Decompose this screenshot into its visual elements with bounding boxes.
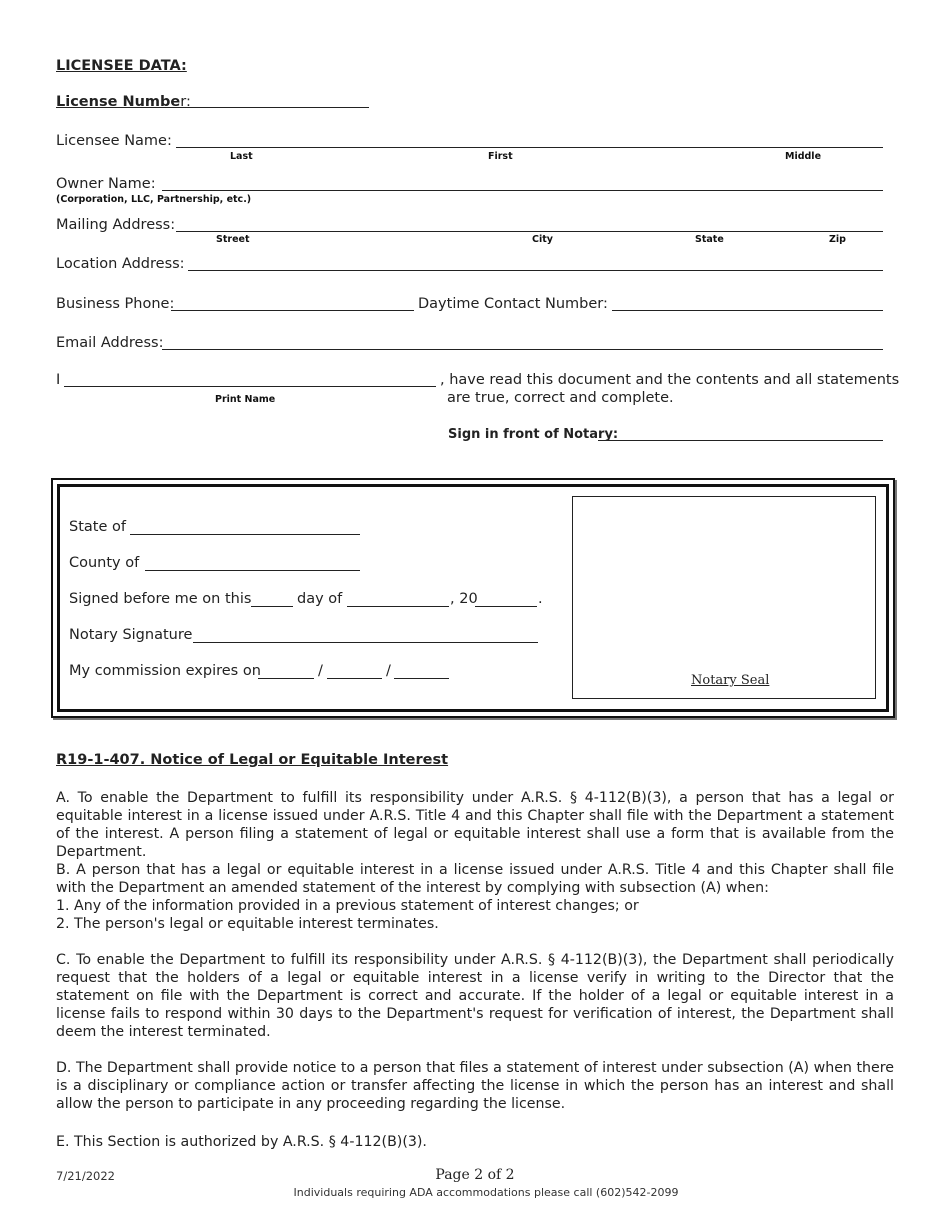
notary-seal-label: Notary Seal bbox=[691, 673, 770, 688]
license-number-label bbox=[56, 94, 191, 110]
mailing-sub-city: City bbox=[532, 234, 553, 245]
commission-slash-2: / bbox=[386, 663, 391, 679]
business-phone-label: Business Phone: bbox=[56, 296, 175, 312]
commission-month-field[interactable] bbox=[258, 678, 314, 679]
signed-year-field[interactable] bbox=[475, 606, 537, 607]
state-of-label: State of bbox=[69, 519, 126, 535]
county-of-label: County of bbox=[69, 555, 140, 571]
rule-paragraph-b: B. A person that has a legal or equitable interest in a license issued under A.R.S. Title 4 and this Chapter shall file with the Department an amended statement of the interest by complying with subsection (A) when: bbox=[56, 862, 894, 896]
mailing-sub-state: State bbox=[695, 234, 724, 245]
signed-period: . bbox=[538, 591, 543, 607]
rule-paragraph-b2: 2. The person's legal or equitable interest terminates. bbox=[56, 916, 439, 932]
signed-before-label: Signed before me on this bbox=[69, 591, 252, 607]
owner-name-label: Owner Name: bbox=[56, 176, 156, 192]
licensee-name-sub-middle: Middle bbox=[785, 151, 822, 162]
sign-notary-label: Sign in front of Notary: bbox=[448, 427, 619, 442]
commission-expires-label: My commission expires on bbox=[69, 663, 261, 679]
license-number-label-tail: r: bbox=[180, 94, 191, 110]
county-of-field[interactable] bbox=[145, 570, 360, 571]
mailing-address-field[interactable] bbox=[176, 231, 883, 232]
rule-paragraph-a: A. To enable the Department to fulfill its responsibility under A.R.S. § 4-112(B)(3), a person that has a legal or equitable interest in a license issued under A.R.S. Title 4 and this Chapter shall file with the Department a statement of the interest. A person filing a statement of legal or equitable interest shall use a form that is available from the Department. bbox=[56, 790, 894, 860]
commission-slash-1: / bbox=[318, 663, 323, 679]
license-number-label-main: License Numbe bbox=[56, 94, 181, 110]
notary-signature-label: Notary Signature bbox=[69, 627, 193, 643]
print-name-sub: Print Name bbox=[215, 394, 276, 405]
licensee-name-field[interactable] bbox=[176, 147, 883, 148]
location-address-field[interactable] bbox=[188, 270, 883, 271]
mailing-sub-zip: Zip bbox=[829, 234, 846, 245]
attest-text-2: are true, correct and complete. bbox=[447, 390, 674, 406]
license-number-field[interactable] bbox=[179, 107, 369, 108]
rule-title: R19-1-407. Notice of Legal or Equitable Interest bbox=[56, 752, 449, 768]
mailing-address-label: Mailing Address: bbox=[56, 217, 176, 233]
attest-prefix: I bbox=[56, 372, 61, 388]
owner-name-field[interactable] bbox=[162, 190, 883, 191]
commission-day-field[interactable] bbox=[327, 678, 382, 679]
signed-day-of-label: day of bbox=[297, 591, 343, 607]
daytime-contact-field[interactable] bbox=[612, 310, 883, 311]
rule-paragraph-e: E. This Section is authorized by A.R.S. § 4-112(B)(3). bbox=[56, 1134, 427, 1150]
signed-day-field[interactable] bbox=[251, 606, 293, 607]
email-address-label: Email Address: bbox=[56, 335, 164, 351]
location-address-label: Location Address: bbox=[56, 256, 185, 272]
signed-month-field[interactable] bbox=[347, 606, 449, 607]
footer-date: 7/21/2022 bbox=[56, 1169, 115, 1183]
rule-paragraph-d: D. The Department shall provide notice to a person that files a statement of interest under subsection (A) when there is a disciplinary or compliance action or transfer affecting the license in which the person has an interest and shall allow the person to participate in any proceeding regarding the license. bbox=[56, 1060, 894, 1112]
rule-paragraph-b1: 1. Any of the information provided in a previous statement of interest changes; or bbox=[56, 898, 639, 914]
licensee-name-label: Licensee Name: bbox=[56, 133, 172, 149]
business-phone-field[interactable] bbox=[171, 310, 414, 311]
rule-paragraph-c: C. To enable the Department to fulfill its responsibility under A.R.S. § 4-112(B)(3), the Department shall periodically request that the holders of a legal or equitable interest in a license verify in writing to the Director that the statement on file with the Department is correct and accurate. If the holder of a legal or equitable interest in a license fails to respond within 30 days to the Department's request for verification of interest, the Department shall deem the interest terminated. bbox=[56, 952, 894, 1040]
licensee-name-sub-last: Last bbox=[230, 151, 253, 162]
notary-seal-box bbox=[572, 496, 876, 699]
daytime-contact-label: Daytime Contact Number: bbox=[418, 296, 608, 312]
attest-text-1: , have read this document and the contents and all statements bbox=[440, 372, 900, 388]
licensee-data-heading: LICENSEE DATA: bbox=[56, 58, 187, 74]
owner-name-sub: (Corporation, LLC, Partnership, etc.) bbox=[56, 194, 252, 205]
footer-page: Page 2 of 2 bbox=[435, 1167, 515, 1183]
footer-ada: Individuals requiring ADA accommodations please call (602)542-2099 bbox=[293, 1186, 679, 1199]
commission-year-field[interactable] bbox=[394, 678, 449, 679]
signed-year-prefix: , 20 bbox=[450, 591, 478, 607]
print-name-field[interactable] bbox=[64, 386, 436, 387]
notary-signature-field[interactable] bbox=[193, 642, 538, 643]
licensee-name-sub-first: First bbox=[488, 151, 513, 162]
sign-notary-field[interactable] bbox=[598, 440, 883, 441]
email-address-field[interactable] bbox=[162, 349, 883, 350]
state-of-field[interactable] bbox=[130, 534, 360, 535]
mailing-sub-street: Street bbox=[216, 234, 250, 245]
